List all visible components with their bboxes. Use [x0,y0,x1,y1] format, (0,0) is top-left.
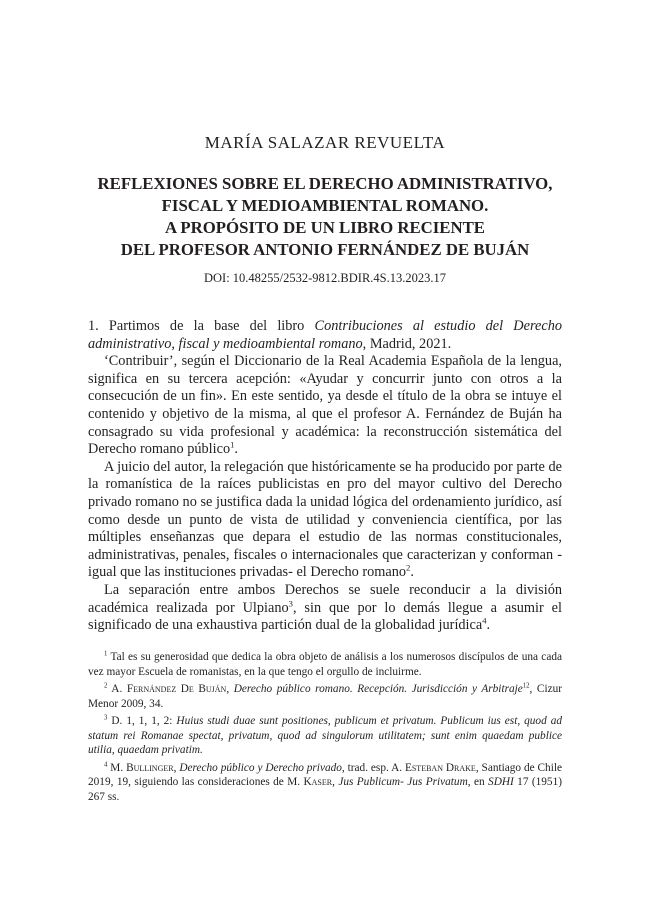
footnote-2 [88,682,562,711]
footnote-text: , [226,682,234,695]
footnote-text: , trad. esp. A. [341,761,405,774]
paragraph-2-text: ‘Contribuir’, según el Diccionario de la Real Academia Española de la lengua, significa en su tercera acepción: «Ayudar y concurrir junto con otros a la consecución de un fin». En este sentido, ya desde el título de la obra se intuye el contenido y objetivo de la misma, al que el profesor A. Fernández de Buján ha consagrado su vida profesional y académica: la reconstrucción sistemática del Derecho romano público [88,353,562,458]
footnote-text: , en [467,776,489,789]
cited-work: Derecho público y Derecho privado [179,761,342,774]
footnote-text: , [332,776,339,789]
footnote-ref-4[interactable]: 4 [482,615,487,626]
footnote-text: D. 1, 1, 1, 2: [107,714,177,727]
paragraph-4 [88,582,562,635]
footnote-ref-3[interactable]: 3 [288,597,293,608]
paragraph-2-end: . [234,441,238,458]
footnote-text: M. [107,761,127,774]
journal-name: SDHI [488,776,514,789]
article-title [88,173,562,261]
cited-author: Fernández De Buján [126,682,227,695]
title-line-1: REFLEXIONES SOBRE EL DERECHO ADMINISTRATIVO, [97,174,553,193]
footnote-number: 3 [104,714,108,722]
footnotes [88,650,562,807]
footnote-number: 1 [104,650,108,658]
footnote-ref-1[interactable]: 1 [230,439,235,450]
paragraph-1-end: , Madrid, 2021. [362,335,452,352]
body-text [88,318,562,635]
footnote-ref-2[interactable]: 2 [406,562,411,573]
book-title: Contribuciones al estudio del Derecho administrativo, fiscal y medioambiental romano [88,318,562,352]
footnote-text: , Cizur Menor 2009, 34. [88,682,563,710]
cited-work: Jus Publicum- Jus Privatum [338,776,468,789]
cited-author: Kaser [303,776,333,789]
paragraph-4-text-cont: , sin que por lo demás llegue a asumir el significado de una exhaustiva partición dual de la globalidad jurídica [88,599,562,634]
footnote-text: Tal es su generosidad que dedica la obra objeto de análisis a los numerosos discípulos de una cada vez mayor Escuela de romanistas, en la que tengo el orgullo de incluirme. [88,651,562,678]
paragraph-1-text: 1. Partimos de la base del libro [88,318,315,334]
footnote-number: 2 [104,682,108,690]
footnote-text: , [173,761,180,774]
footnote-1 [88,650,562,679]
title-line-4: DEL PROFESOR ANTONIO FERNÁNDEZ DE BUJÁN [120,240,530,259]
footnote-4 [88,761,562,805]
footnote-text: , Santiago de Chile 2019, 19, siguiendo las consideraciones de M. [88,761,562,789]
paragraph-4-end: . [486,617,491,634]
cited-work: Derecho público romano. Recepción. Jurisdicción y Arbitraje [233,682,523,695]
translator-name: Esteban Drake [404,761,476,774]
doi: DOI: 10.48255/2532-9812.BDIR.4S.13.2023.17 [203,271,447,285]
footnote-text: A. [107,682,127,695]
title-line-2: FISCAL Y MEDIOAMBIENTAL ROMANO. [161,196,489,215]
footnote-3 [88,714,562,758]
author-name: MARÍA SALAZAR REVUELTA [204,133,446,152]
footnote-number: 4 [104,761,108,769]
paragraph-1 [88,318,562,353]
latin-quote: Huius studi duae sunt positiones, publicum et privatum. Publicum ius est, quod ad statum rei Romanae spectat, privatum, quod ad singulorum utilitatem; sunt enim quaedam publice utilia, quaedam privatim. [88,714,562,757]
edition-number: 12 [522,682,530,690]
paragraph-3-end: . [410,564,414,581]
cited-author: Bullinger [126,761,174,774]
paragraph-3-text: A juicio del autor, la relegación que históricamente se ha producido por parte de la romanística de la raíces publicistas en pro del mayor cultivo del Derecho privado romano no se justifica dada la unidad lógica del ordenamiento jurídico, así como desde un punto de vista de utilidad y conveniencia científica, por las múltiples enseñanzas que depara el estudio de las normas constitucionales, administrativas, penales, fiscales o internacionales que caracterizan y conforman -igual que las instituciones privadas- el Derecho romano [88,458,562,581]
paragraph-3 [88,459,562,582]
footnote-text: 17 (1951) 267 ss. [88,776,562,803]
paragraph-2 [88,353,562,459]
title-line-3: A PROPÓSITO DE UN LIBRO RECIENTE [165,218,485,237]
paragraph-4-text: La separación entre ambos Derechos se suele reconducir a la división académica realizada por Ulpiano [88,581,562,616]
